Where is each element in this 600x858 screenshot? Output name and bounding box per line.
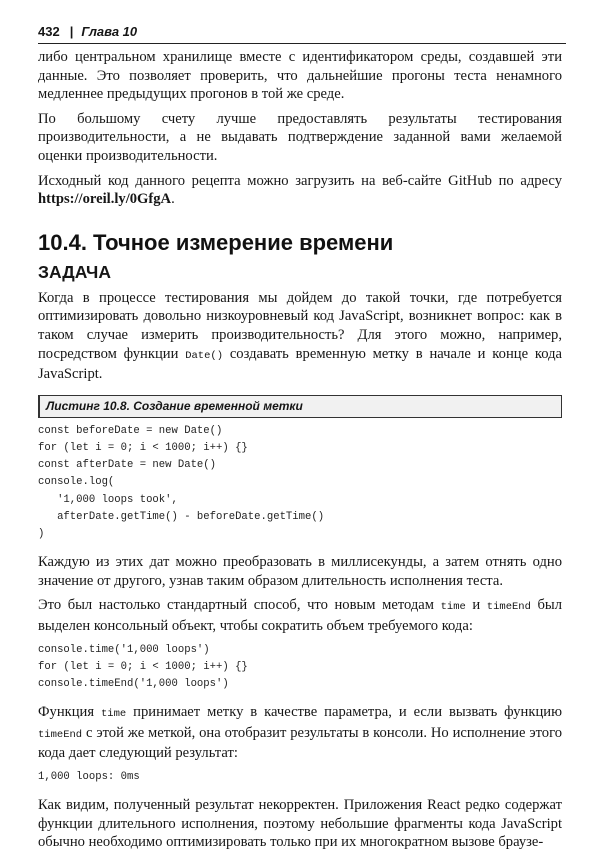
code-output-line: 1,000 loops: 0ms <box>38 770 140 783</box>
paragraph-6 <box>38 596 562 635</box>
paragraph-7 <box>38 703 562 763</box>
chapter-title: Глава 10 <box>81 24 138 39</box>
source-url-link[interactable]: https://oreil.ly/0GfgA <box>38 191 172 208</box>
listing-caption: Листинг 10.8. Создание временной метки <box>38 395 562 418</box>
inline-code-time: time <box>440 601 466 614</box>
code-block-2 <box>38 642 562 694</box>
code-line: const beforeDate = new Date() <box>38 424 223 437</box>
inline-code-timeend: timeEnd <box>486 601 531 614</box>
page-body <box>38 48 562 858</box>
running-header <box>38 24 566 44</box>
paragraph-2: По большому счету лучше предоставлять результаты тестирования производительности, а не выдавать подтверждение заданной вами желаемой оценки производительности. <box>38 110 562 164</box>
paragraph-4-text-end: создавать временную метку в начале и конце кода JavaScript. <box>38 345 562 383</box>
paragraph-7-mid: принимает метку в качестве параметра, и если вызвать функцию <box>126 704 562 721</box>
code-block-1 <box>38 423 562 543</box>
paragraph-3 <box>38 172 562 209</box>
paragraph-5: Каждую из этих дат можно преобразовать в миллисекунды, а затем отнять одно значение от другого, узнав таким образом длительность исполнения теста. <box>38 554 562 589</box>
paragraph-8: Как видим, полученный результат некорректен. Приложения React редко содержат функции длительного исполнения, поэтому небольшие фрагменты кода JavaScript обычно необходимо оптимизировать только при их многократном вызове браузе- <box>38 797 562 851</box>
code-block-3 <box>38 769 562 786</box>
code-line: ) <box>38 527 45 540</box>
inline-code-date: Date() <box>185 349 224 362</box>
paragraph-7-text: Функция <box>38 704 101 721</box>
paragraph-4 <box>38 289 562 384</box>
code-line: console.time('1,000 loops') <box>38 643 210 656</box>
paragraph-7-text-end: с этой же меткой, она отобразит результаты в консоли. Но исполнение этого кода дает следующий результат: <box>38 724 562 762</box>
code-line: afterDate.getTime() - beforeDate.getTime() <box>38 510 325 523</box>
paragraph-4-text: Когда в процессе тестирования мы дойдем до такой точки, где потребуется оптимизировать довольно низкоуровневый код JavaScript, возникнет вопрос: как в таком случае измерить производительность? Для этого можно, например, посредством функции <box>38 289 562 362</box>
inline-code-time: time <box>101 708 127 721</box>
paragraph-6-text: Это был настолько стандартный способ, что новым методам <box>38 597 441 614</box>
inline-code-timeend: timeEnd <box>38 728 83 741</box>
paragraph-3-text: Исходный код данного рецепта можно загрузить на веб-сайте GitHub по адресу <box>38 172 562 189</box>
code-line: for (let i = 0; i < 1000; i++) {} <box>38 660 248 673</box>
page-number: 432 <box>38 24 60 39</box>
paragraph-1: либо центральном хранилище вместе с идентификатором среды, создавшей эти данные. Это позволяет проверить, что дальнейшие прогоны теста ненамного медленнее предыдущих прогонов в той же среде. <box>38 49 562 103</box>
header-separator: | <box>69 24 74 39</box>
paragraph-6-text-end: был выделен консольный объект, чтобы сократить объем требуемого кода: <box>38 597 562 634</box>
code-line: console.log( <box>38 476 115 489</box>
code-line: '1,000 loops took', <box>38 493 178 506</box>
code-line: console.timeEnd('1,000 loops') <box>38 677 229 690</box>
paragraph-6-mid: и <box>465 597 487 614</box>
subsection-title: ЗАДАЧА <box>38 261 111 282</box>
code-line: const afterDate = new Date() <box>38 459 217 472</box>
paragraph-3-end: . <box>171 191 175 208</box>
code-line: for (let i = 0; i < 1000; i++) {} <box>38 441 248 454</box>
section-title: 10.4. Точное измерение времени <box>38 229 394 255</box>
